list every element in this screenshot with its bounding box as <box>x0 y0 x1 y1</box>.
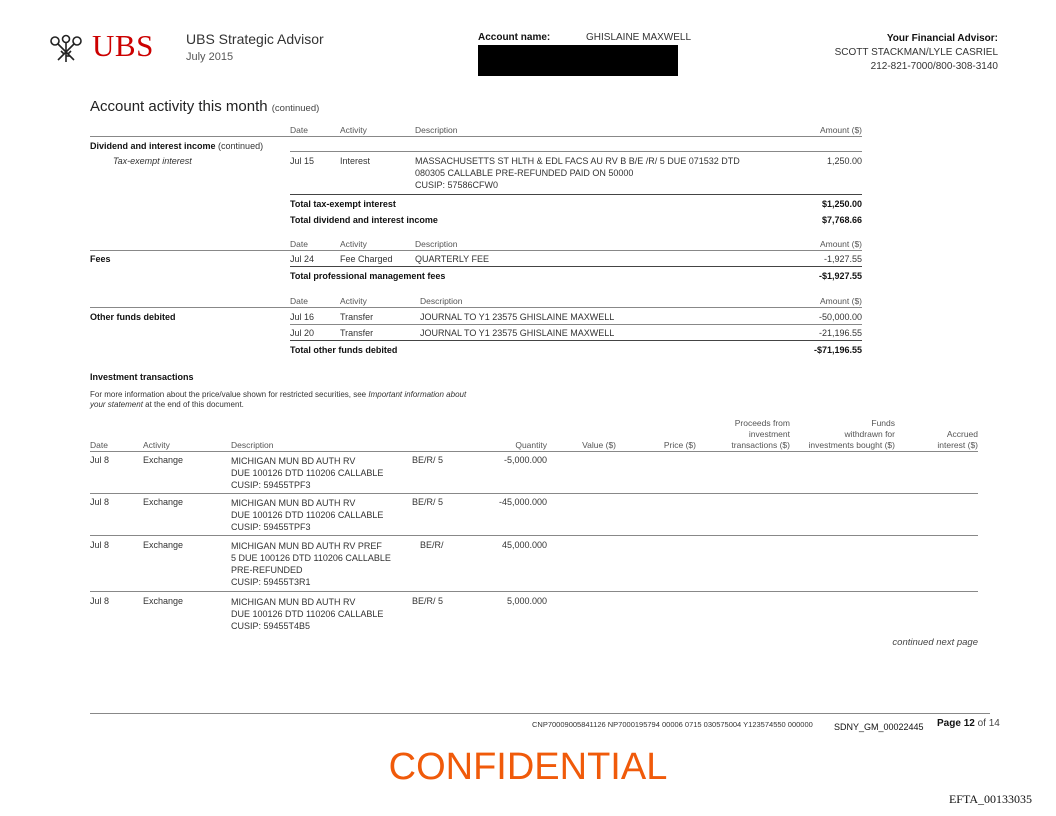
dividend-heading-suffix: (continued) <box>218 141 264 151</box>
dividend-row-activity: Interest <box>340 156 371 166</box>
confidential-stamp: CONFIDENTIAL <box>388 746 668 788</box>
transfer-row-date: Jul 16 <box>290 312 315 322</box>
total-dividend-label: Total dividend and interest income <box>290 215 438 225</box>
total-fees-value: -$1,927.55 <box>818 271 862 281</box>
fee-row-activity: Fee Charged <box>340 254 393 264</box>
inv-row-description: MICHIGAN MUN BD AUTH RV DUE 100126 DTD 110206 CALLABLE CUSIP: 59455TPF3 <box>231 498 384 532</box>
section-title-text: Account activity this month <box>90 98 268 115</box>
ubs-keys-logo-icon <box>46 34 86 64</box>
transfer-row-amount: -21,196.55 <box>818 328 862 338</box>
redaction-box <box>478 45 678 76</box>
total-other-funds-label: Total other funds debited <box>290 345 398 355</box>
inv-header-date: Date <box>90 440 108 450</box>
total-taxexempt-value: $1,250.00 <box>821 199 862 209</box>
divider <box>90 136 862 137</box>
transfer-row-description: JOURNAL TO Y1 23575 GHISLAINE MAXWELL <box>420 312 615 322</box>
divider <box>290 194 862 195</box>
inv-row-activity: Exchange <box>143 497 184 507</box>
page-number <box>937 718 1000 729</box>
col-header-amount: Amount ($) <box>819 239 862 249</box>
dividend-row-cusip: CUSIP: 57586CFW0 <box>415 180 499 190</box>
col-header-date: Date <box>290 239 308 249</box>
col-header-date: Date <box>290 125 308 135</box>
inv-row-code: BE/R/ <box>420 540 444 550</box>
page-num: 12 <box>963 718 975 729</box>
footer-code: CNP70009005841126 NP7000195794 00006 0715 030575004 Y123574550 000000 <box>532 720 813 729</box>
col-header-amount: Amount ($) <box>819 125 862 135</box>
investment-note-text2: at the end of this document. <box>145 400 244 409</box>
divider <box>290 324 862 325</box>
dividend-heading <box>90 141 263 151</box>
transfer-row-date: Jul 20 <box>290 328 315 338</box>
total-other-funds-value: -$71,196.55 <box>813 345 862 355</box>
col-header-activity: Activity <box>340 239 367 249</box>
inv-row-activity: Exchange <box>143 540 184 550</box>
transfer-row-activity: Transfer <box>340 328 374 338</box>
fees-heading: Fees <box>90 254 111 264</box>
account-name-label: Account name: <box>478 32 551 43</box>
transfer-row-amount: -50,000.00 <box>818 312 862 322</box>
transfer-row-activity: Transfer <box>340 312 374 322</box>
dividend-row-desc2: 080305 CALLABLE PRE-REFUNDED PAID ON 50000 <box>415 168 634 178</box>
divider <box>90 451 978 452</box>
page-of: of 14 <box>977 718 1000 729</box>
efta-stamp: EFTA_00133035 <box>948 792 1032 806</box>
inv-row-quantity: -45,000.000 <box>498 497 547 507</box>
advisor-phone: 212-821-7000/800-308-3140 <box>870 61 998 72</box>
bates-stamp: SDNY_GM_00022445 <box>834 722 924 732</box>
footer-divider <box>90 713 990 714</box>
inv-row-description: MICHIGAN MUN BD AUTH RV PREF 5 DUE 100126 DTD 110206 CALLABLE PRE-REFUNDED CUSIP: 59455T3R1 <box>231 541 391 587</box>
col-header-description: Description <box>420 296 463 306</box>
divider <box>90 493 978 494</box>
col-header-amount: Amount ($) <box>819 296 862 306</box>
inv-row-date: Jul 8 <box>90 497 110 507</box>
advisor-names: SCOTT STACKMAN/LYLE CASRIEL <box>834 47 998 58</box>
dividend-row-desc1: MASSACHUSETTS ST HLTH & EDL FACS AU RV B B/E /R/ 5 DUE 071532 DTD <box>415 156 740 166</box>
divider <box>90 535 978 536</box>
inv-row-date: Jul 8 <box>90 540 110 550</box>
product-title: UBS Strategic Advisor <box>186 31 324 47</box>
divider <box>90 307 862 308</box>
inv-header-value: Value ($) <box>582 440 616 450</box>
taxexempt-subheading: Tax-exempt interest <box>113 156 192 166</box>
inv-header-description: Description <box>231 440 274 450</box>
inv-row-description: MICHIGAN MUN BD AUTH RV DUE 100126 DTD 110206 CALLABLE CUSIP: 59455TPF3 <box>231 456 384 490</box>
investment-note-text: For more information about the price/value shown for restricted securities, see <box>90 390 367 399</box>
financial-advisor-block <box>835 32 998 74</box>
col-header-description: Description <box>415 125 458 135</box>
dividend-row-date: Jul 15 <box>290 156 315 166</box>
account-name-value: GHISLAINE MAXWELL <box>586 32 692 43</box>
divider <box>90 591 978 592</box>
inv-row-code: BE/R/ 5 <box>412 596 444 606</box>
total-fees-label: Total professional management fees <box>290 271 446 281</box>
inv-row-quantity: 45,000.000 <box>501 540 547 550</box>
inv-header-price: Price ($) <box>663 440 696 450</box>
inv-row-code: BE/R/ 5 <box>412 455 444 465</box>
total-taxexempt-label: Total tax-exempt interest <box>290 199 396 209</box>
inv-header-funds: Funds withdrawn for investments bought ($) <box>808 418 895 450</box>
divider <box>90 250 862 251</box>
dividend-row-amount: 1,250.00 <box>826 156 862 166</box>
fee-row-description: QUARTERLY FEE <box>415 254 490 264</box>
inv-row-date: Jul 8 <box>90 596 110 606</box>
inv-row-activity: Exchange <box>143 596 184 606</box>
transfer-row-description: JOURNAL TO Y1 23575 GHISLAINE MAXWELL <box>420 328 615 338</box>
section-title-suffix: (continued) <box>271 103 320 114</box>
divider <box>290 266 862 267</box>
col-header-activity: Activity <box>340 296 367 306</box>
inv-row-code: BE/R/ 5 <box>412 497 444 507</box>
investment-note-line1 <box>90 390 466 399</box>
inv-header-accrued: Accrued interest ($) <box>937 429 978 450</box>
dividend-heading-text: Dividend and interest income <box>90 141 216 151</box>
fee-row-amount: -1,927.55 <box>823 254 862 264</box>
col-header-activity: Activity <box>340 125 367 135</box>
divider <box>290 151 862 152</box>
total-dividend-value: $7,768.66 <box>821 215 862 225</box>
advisor-label: Your Financial Advisor: <box>886 33 998 44</box>
fee-row-date: Jul 24 <box>290 254 315 264</box>
investment-note-italic2: your statement <box>90 400 143 409</box>
col-header-date: Date <box>290 296 308 306</box>
statement-date: July 2015 <box>186 51 234 63</box>
ubs-logo-text: UBS <box>92 28 154 63</box>
inv-row-quantity: 5,000.000 <box>506 596 547 606</box>
inv-header-activity: Activity <box>143 440 170 450</box>
inv-row-quantity: -5,000.000 <box>503 455 547 465</box>
section-title <box>90 98 319 115</box>
inv-row-date: Jul 8 <box>90 455 110 465</box>
inv-row-activity: Exchange <box>143 455 184 465</box>
page-label: Page <box>937 718 961 729</box>
inv-row-description: MICHIGAN MUN BD AUTH RV DUE 100126 DTD 110206 CALLABLE CUSIP: 59455T4B5 <box>231 597 384 631</box>
continued-next-page: continued next page <box>892 637 978 648</box>
investment-note-italic: Important information about <box>368 390 467 399</box>
other-funds-heading: Other funds debited <box>90 312 176 322</box>
divider <box>290 340 862 341</box>
investment-note-line2 <box>90 400 244 409</box>
inv-header-proceeds: Proceeds from investment transactions ($) <box>731 418 790 450</box>
investment-heading: Investment transactions <box>90 372 194 382</box>
inv-header-quantity: Quantity <box>515 440 547 450</box>
col-header-description: Description <box>415 239 458 249</box>
